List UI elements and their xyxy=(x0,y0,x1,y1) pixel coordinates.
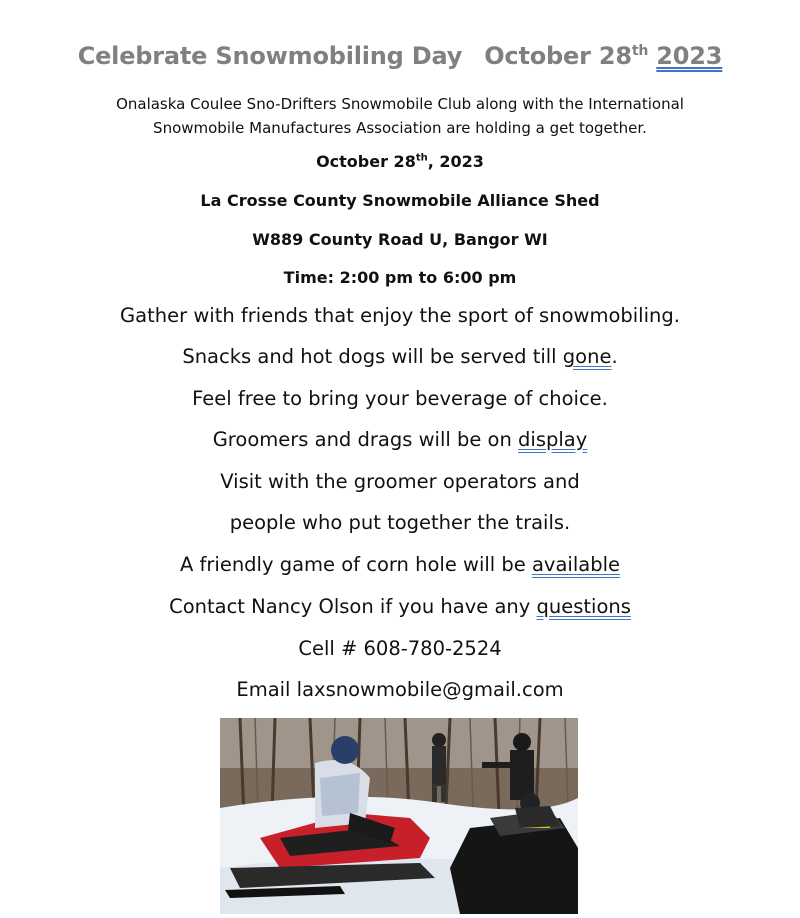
title-date: October 28 xyxy=(484,42,632,70)
body-line-7-underlined: available xyxy=(531,553,621,576)
snowmobile-photo-illustration xyxy=(220,718,578,914)
body-line-2-text: Snacks and hot dogs will be served till xyxy=(182,345,563,368)
body-line-2-end: . xyxy=(611,345,618,368)
event-date-main: October 28 xyxy=(316,152,416,171)
body-line-4-underlined: display xyxy=(518,428,588,451)
intro-line-2: Snowmobile Manufactures Association are holding a get together. xyxy=(153,119,647,137)
event-address: W889 County Road U, Bangor WI xyxy=(252,230,548,249)
body-line-6: people who put together the trails. xyxy=(229,511,571,534)
body-line-4 xyxy=(0,428,800,451)
body-line-7 xyxy=(0,553,800,576)
body-line-5: Visit with the groomer operators and xyxy=(220,470,580,493)
page-title xyxy=(0,42,800,70)
body-line-3: Feel free to bring your beverage of choice. xyxy=(192,387,608,410)
body-line-8-text: Contact Nancy Olson if you have any xyxy=(169,595,537,618)
body-line-2-underlined: gone xyxy=(562,345,612,368)
contact-cell: Cell # 608-780-2524 xyxy=(298,637,502,660)
body-line-2 xyxy=(0,345,800,368)
event-date-sup: th xyxy=(415,152,428,164)
body-line-8 xyxy=(0,595,800,618)
title-date-suffix: th xyxy=(631,43,649,59)
event-date xyxy=(0,152,800,171)
title-event: Celebrate Snowmobiling Day xyxy=(77,42,463,70)
event-time: Time: 2:00 pm to 6:00 pm xyxy=(283,268,517,287)
intro-line-1: Onalaska Coulee Sno-Drifters Snowmobile Club along with the International xyxy=(116,95,684,113)
title-year: 2023 xyxy=(656,42,723,70)
event-date-year: , 2023 xyxy=(427,152,484,171)
body-line-8-underlined: questions xyxy=(536,595,631,618)
body-line-7-text: A friendly game of corn hole will be xyxy=(179,553,532,576)
event-location: La Crosse County Snowmobile Alliance Shed xyxy=(200,191,600,210)
body-line-4-text: Groomers and drags will be on xyxy=(212,428,519,451)
body-line-1: Gather with friends that enjoy the sport of snowmobiling. xyxy=(120,304,680,327)
snowmobile-photo xyxy=(220,718,578,914)
contact-email: Email laxsnowmobile@gmail.com xyxy=(236,678,564,701)
